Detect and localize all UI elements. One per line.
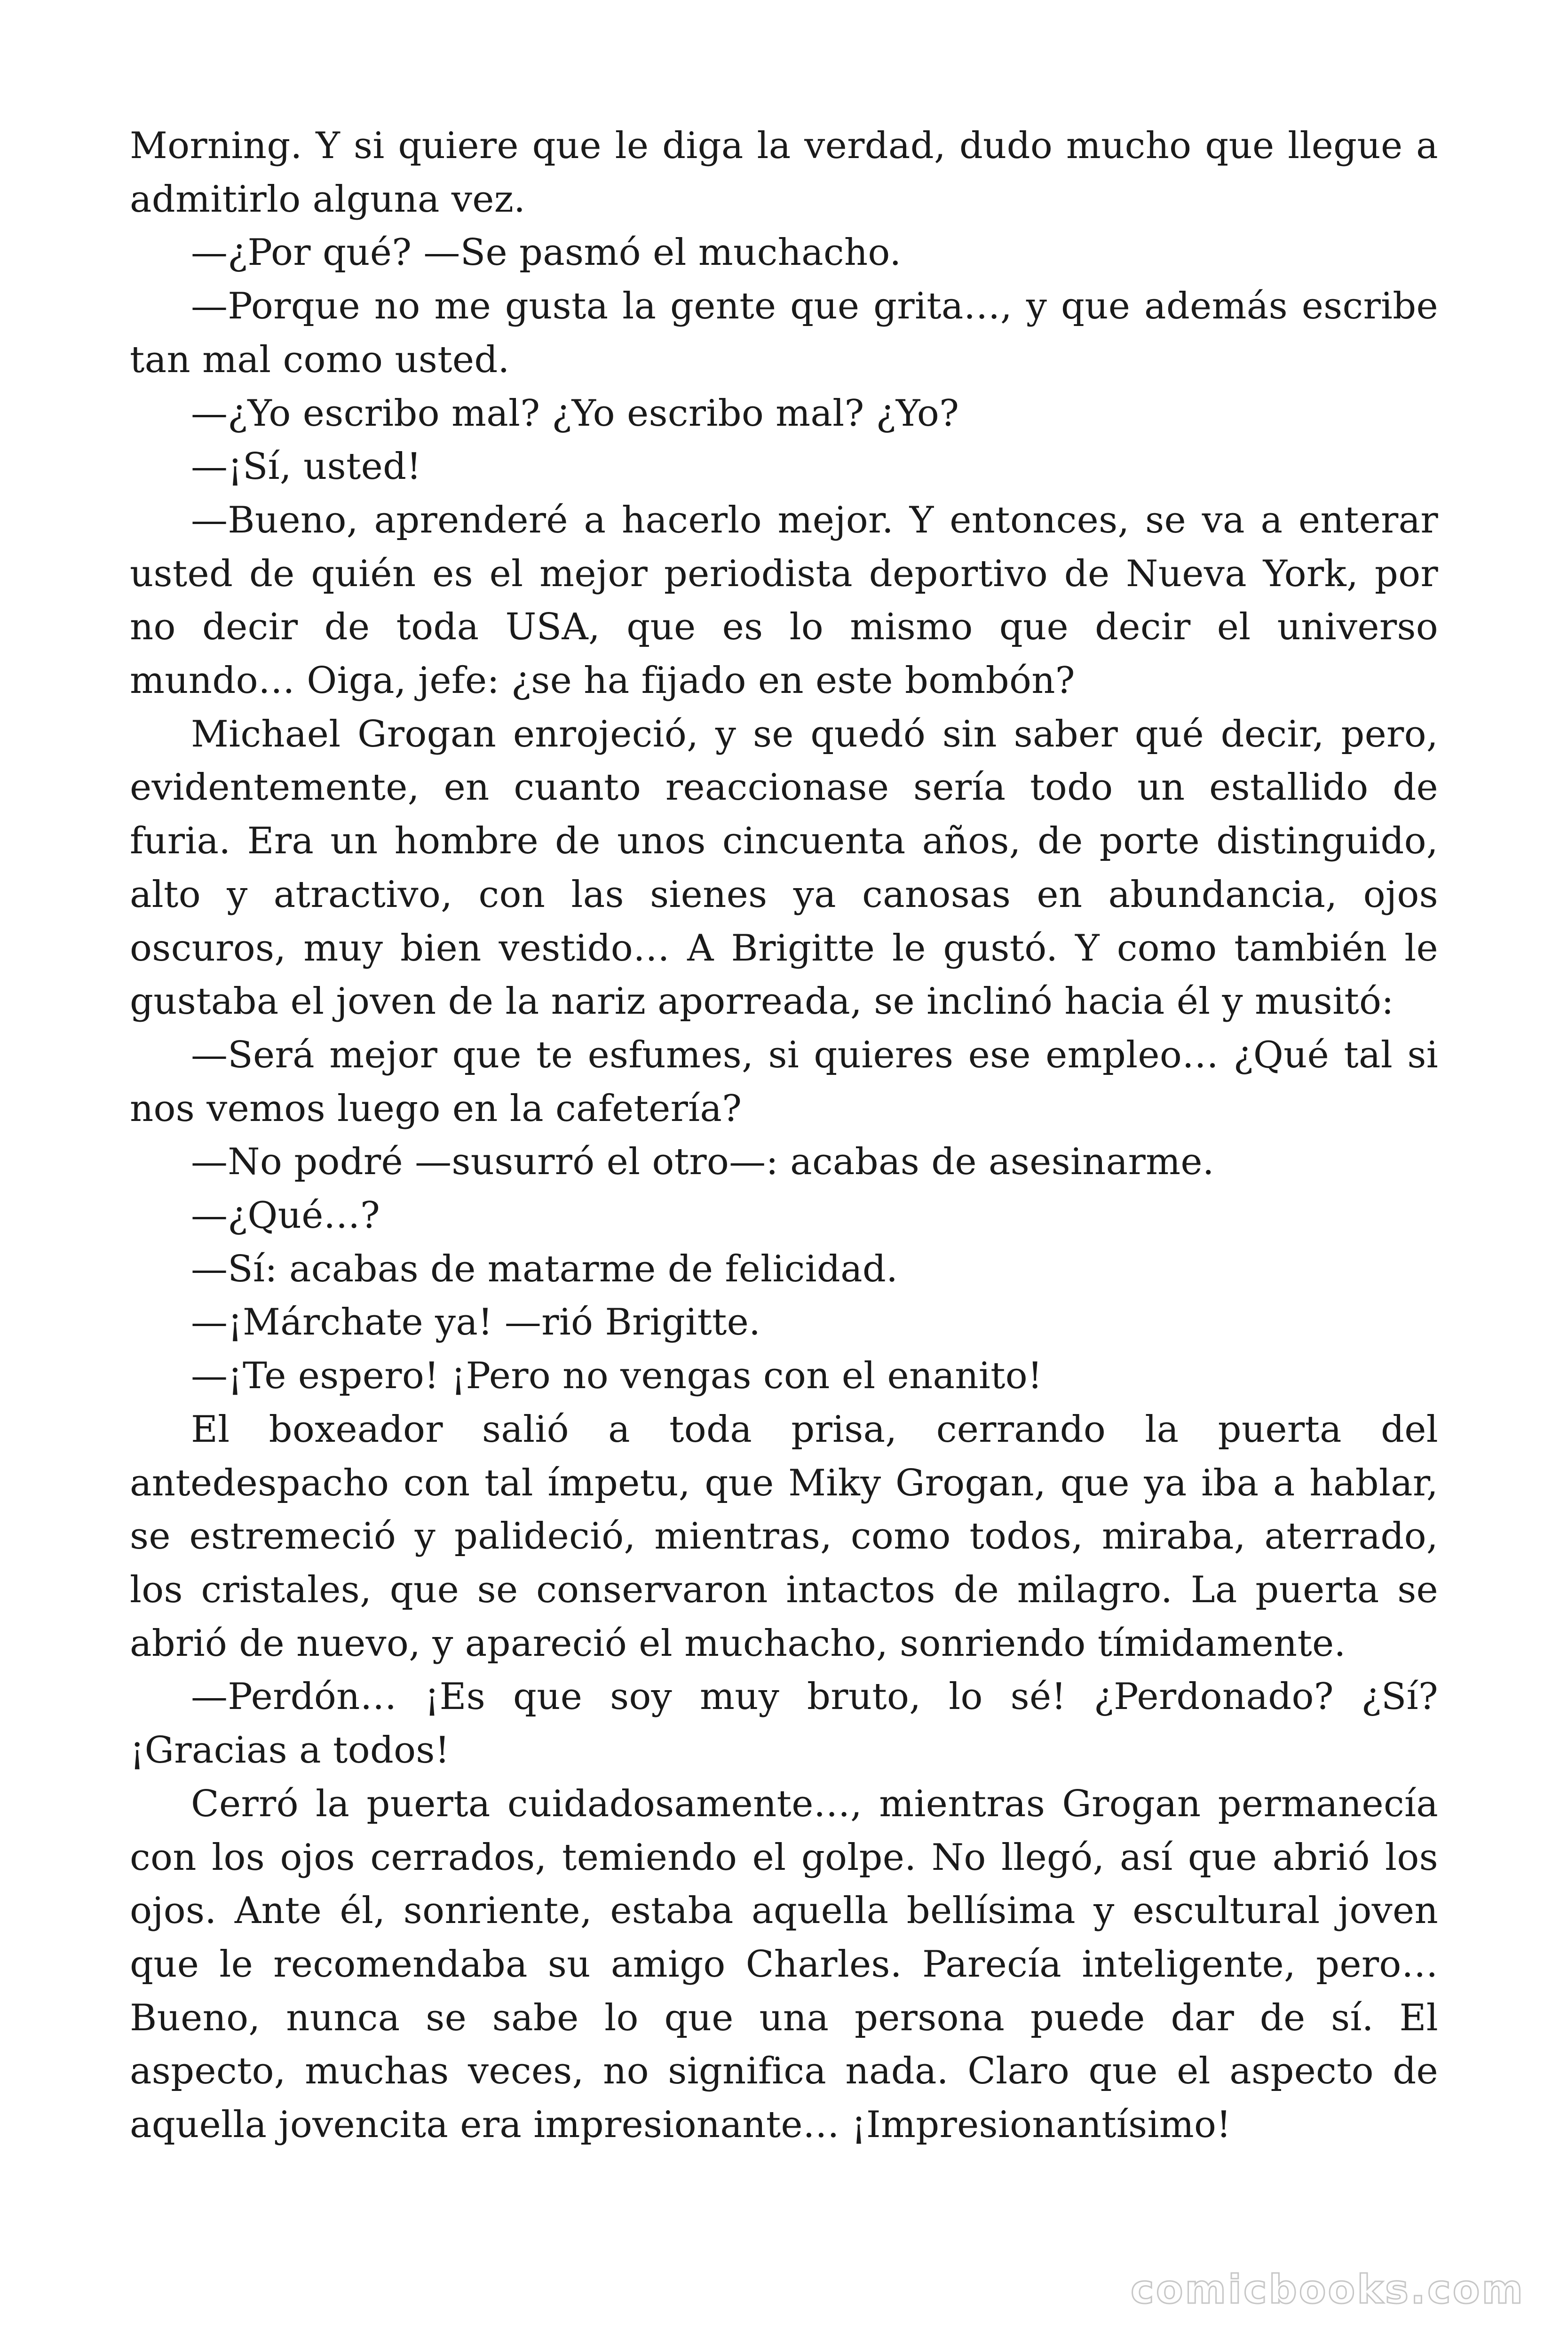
paragraph-7: Michael Grogan enrojeció, y se quedó sin saber qué decir, pero, evidentemente, en cuanto reaccionase sería todo un estallido de furia. Era un hombre de unos cincuenta años, de porte distinguido, alto y atractivo, con las sienes ya canosas en abundancia, ojos oscuros, muy bien vestido… A Brigitte le gustó. Y como también le gustaba el joven de la nariz aporreada, se inclinó hacia él y musitó: — [130, 713, 1438, 1023]
body-text — [130, 119, 1438, 2152]
paragraph-1: Morning. Y si quiere que le diga la verdad, dudo mucho que llegue a admitirlo alguna vez. — [130, 125, 1438, 221]
paragraph-2: —¿Por qué? —Se pasmó el muchacho. — [191, 231, 902, 274]
paragraph-5: —¡Sí, usted! — [191, 445, 421, 488]
paragraph-14: El boxeador salió a toda prisa, cerrando la puerta del antedespacho con tal ímpetu, que Miky Grogan, que ya iba a hablar, se estremeció y palideció, mientras, como todos, miraba, aterrado, los cristales, que se conservaron intactos de milagro. La puerta se abrió de nuevo, y apareció el muchacho, sonriendo tímidamente. — [130, 1408, 1438, 1665]
paragraph-11: —Sí: acabas de matarme de felicidad. — [191, 1248, 898, 1290]
paragraph-12: —¡Márchate ya! —rió Brigitte. — [191, 1301, 761, 1344]
paragraph-15: —Perdón… ¡Es que soy muy bruto, lo sé! ¿Perdonado? ¿Sí? ¡Gracias a todos! — [130, 1676, 1438, 1772]
watermark: comicbooks.com — [1131, 2266, 1525, 2312]
paragraph-13: —¡Te espero! ¡Pero no vengas con el enanito! — [191, 1355, 1043, 1398]
paragraph-6: —Bueno, aprenderé a hacerlo mejor. Y entonces, se va a enterar usted de quién es el mejor periodista deportivo de Nueva York, por no decir de toda USA, que es lo mismo que decir el universo mundo… Oiga, jefe: ¿se ha fijado en este bombón? — [130, 499, 1438, 702]
paragraph-8: —Será mejor que te esfumes, si quieres ese empleo… ¿Qué tal si nos vemos luego en la cafetería? — [130, 1033, 1438, 1130]
paragraph-10: —¿Qué…? — [191, 1194, 380, 1237]
paragraph-9: —No podré —susurró el otro—: acabas de asesinarme. — [191, 1141, 1214, 1184]
paragraph-3: —Porque no me gusta la gente que grita…, y que además escribe tan mal como usted. — [130, 285, 1438, 381]
paragraph-4: —¿Yo escribo mal? ¿Yo escribo mal? ¿Yo? — [191, 392, 959, 435]
paragraph-16: Cerró la puerta cuidadosamente…, mientras Grogan permanecía con los ojos cerrados, temiendo el golpe. No llegó, así que abrió los ojos. Ante él, sonriente, estaba aquella bellísima y escultural joven que le recomendaba su amigo Charles. Parecía inteligente, pero… Bueno, nunca se sabe lo que una persona puede dar de sí. El aspecto, muchas veces, no significa nada. Claro que el aspecto de aquella jovencita era impresionante… ¡Impresionantísimo! — [130, 1782, 1438, 2146]
